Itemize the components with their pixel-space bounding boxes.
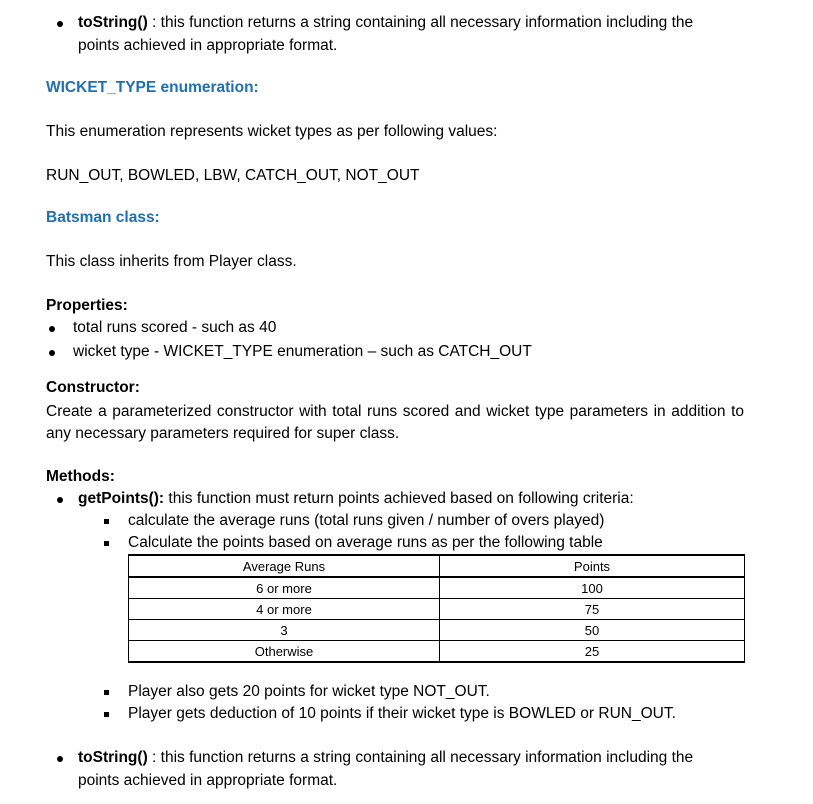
tostring-top-line1 (78, 14, 693, 32)
tostring-bottom-line2: points achieved in appropriate format. (78, 772, 338, 789)
constructor-text: Create a parameterized constructor with total runs scored and wicket type parameters in addition to any necessary parameters required for super class. (46, 403, 744, 442)
property-item: total runs scored - such as 40 (73, 319, 277, 336)
bullet-icon (57, 497, 63, 503)
getpoints-line (78, 490, 634, 508)
square-bullet-icon (104, 690, 109, 695)
tostring-top-rest: : this function returns a string containing all necessary information including the (147, 14, 694, 31)
tostring-top-line2: points achieved in appropriate format. (78, 37, 338, 54)
table-cell: 25 (440, 641, 745, 663)
bullet-icon (57, 21, 63, 27)
table-row (129, 577, 745, 599)
methods-heading: Methods: (46, 468, 115, 485)
square-bullet-icon (104, 519, 109, 524)
bullet-icon (49, 350, 55, 356)
table-cell: 6 or more (129, 577, 440, 599)
sub-item: Calculate the points based on average runs as per the following table (128, 534, 603, 551)
table-row (129, 641, 745, 663)
wicket-heading: WICKET_TYPE enumeration: (46, 79, 259, 96)
sub-item: calculate the average runs (total runs given / number of overs played) (128, 512, 605, 529)
properties-heading: Properties: (46, 297, 128, 314)
table-cell: 75 (440, 599, 745, 620)
wicket-desc: This enumeration represents wicket types as per following values: (46, 123, 498, 140)
table-header-cell: Average Runs (129, 555, 440, 577)
batsman-heading: Batsman class: (46, 209, 160, 226)
getpoints-rest: this function must return points achieved based on following criteria: (164, 490, 634, 507)
table-row (129, 599, 745, 620)
square-bullet-icon (104, 712, 109, 717)
bullet-icon (49, 326, 55, 332)
points-table (128, 554, 745, 663)
wicket-values: RUN_OUT, BOWLED, LBW, CATCH_OUT, NOT_OUT (46, 167, 420, 184)
table-row (129, 620, 745, 641)
tostring-top-label: toString() (78, 14, 148, 31)
tostring-bottom-label: toString() (78, 749, 148, 766)
extra-item: Player also gets 20 points for wicket type NOT_OUT. (128, 683, 490, 700)
extra-item: Player gets deduction of 10 points if their wicket type is BOWLED or RUN_OUT. (128, 705, 676, 722)
table-cell: 100 (440, 577, 745, 599)
table-header-cell: Points (440, 555, 745, 577)
table-cell: Otherwise (129, 641, 440, 663)
tostring-bottom-line1 (78, 749, 693, 767)
table-header-row (129, 555, 745, 577)
getpoints-label: getPoints(): (78, 490, 165, 507)
table-cell: 4 or more (129, 599, 440, 620)
property-item: wicket type - WICKET_TYPE enumeration – such as CATCH_OUT (73, 343, 532, 360)
square-bullet-icon (104, 541, 109, 546)
constructor-heading: Constructor: (46, 379, 140, 396)
table-cell: 3 (129, 620, 440, 641)
tostring-bottom-rest: : this function returns a string containing all necessary information including the (147, 749, 694, 766)
table-cell: 50 (440, 620, 745, 641)
batsman-desc: This class inherits from Player class. (46, 253, 297, 270)
bullet-icon (57, 756, 63, 762)
